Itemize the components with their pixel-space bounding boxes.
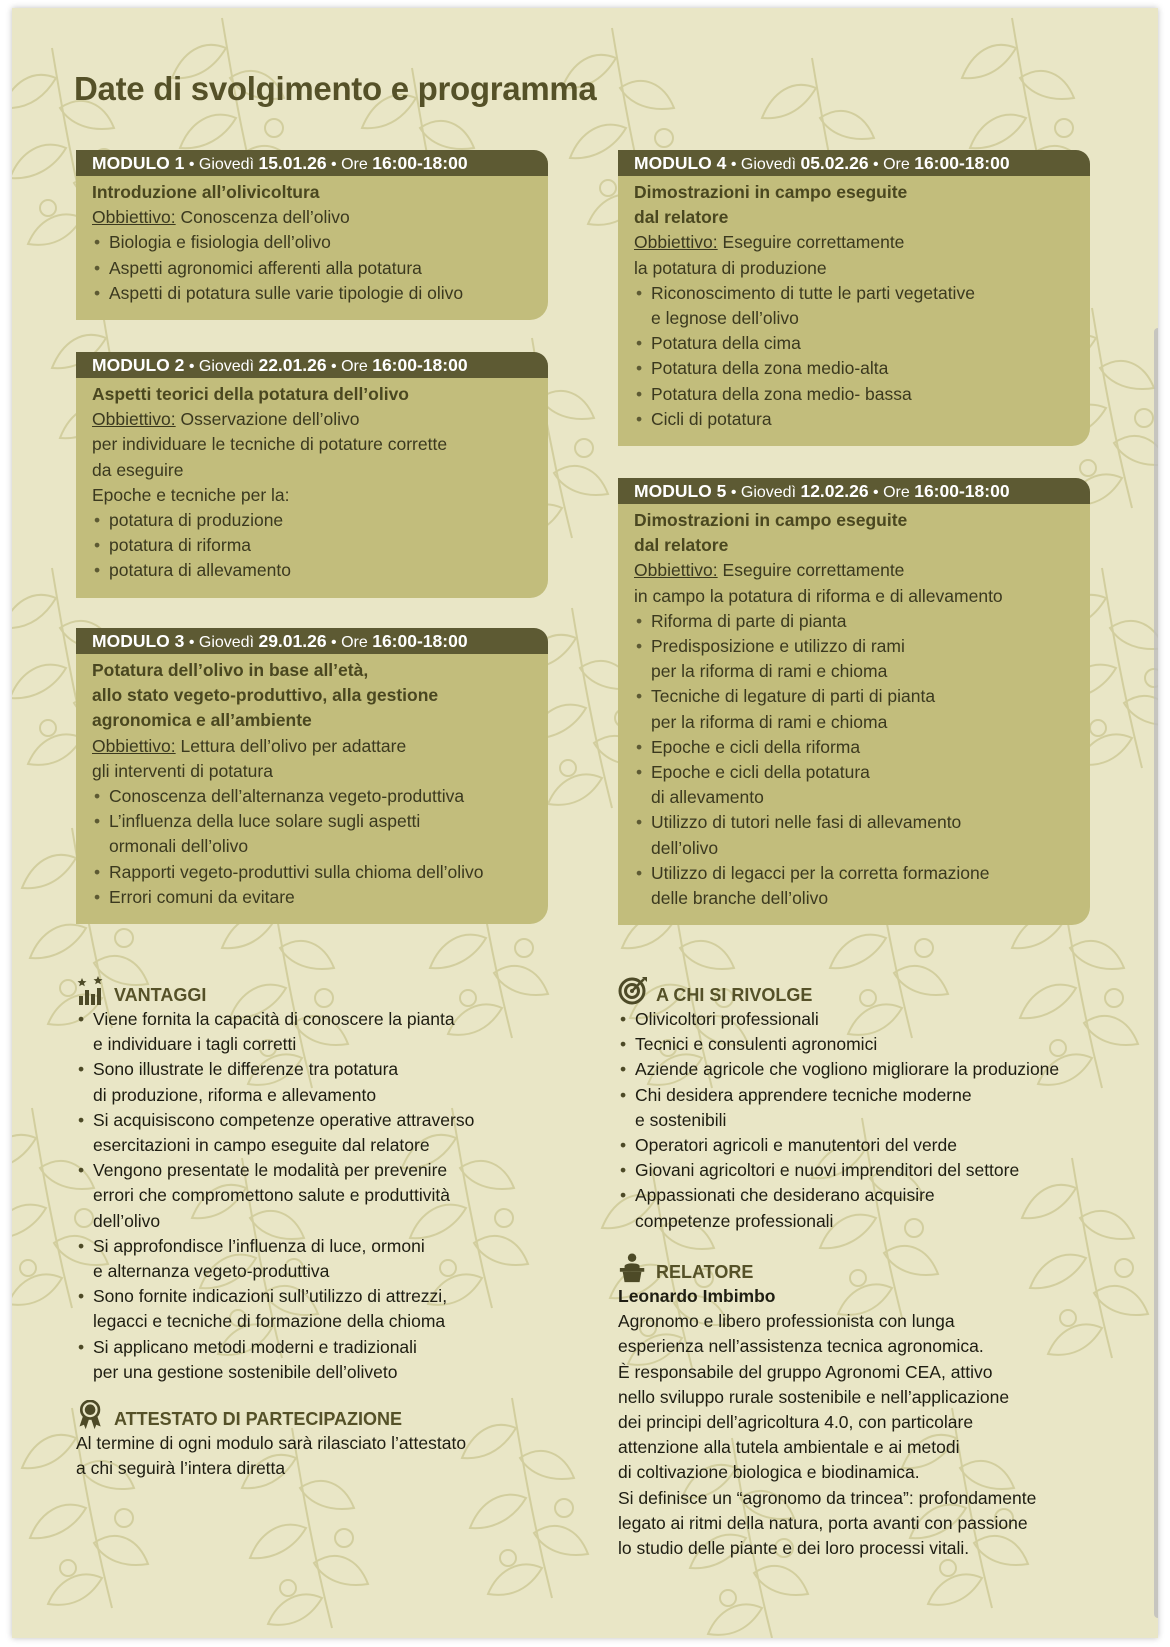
module-time-label: Ore: [341, 634, 368, 651]
list-item-line: • Sono illustrate le differenze tra potatura: [93, 1059, 399, 1080]
module-label: MODULO 5: [634, 481, 727, 501]
topic-item: [634, 684, 1076, 734]
topic-line: dell’olivo: [651, 837, 719, 858]
module-3-card: [76, 628, 548, 924]
module-date: 05.02.26: [800, 153, 869, 173]
topic-line: di allevamento: [651, 787, 764, 808]
topic-item: [92, 860, 534, 885]
module-objective: [634, 230, 1076, 255]
module-label: MODULO 1: [92, 153, 185, 173]
topic-item: [634, 735, 1076, 760]
module-day: Giovedì: [198, 156, 255, 173]
topic-line: • Epoche e cicli della riforma: [651, 736, 861, 757]
list-item-line: • Aziende agricole che vogliono migliorare la produzione: [635, 1059, 1060, 1080]
list-item-line: di produzione, riforma e allevamento: [93, 1084, 377, 1105]
list-item-line: dell’olivo: [93, 1210, 161, 1231]
module-header: MODULO 3 • Giovedì 29.01.26 • Ore 16:00-18:00: [76, 628, 548, 654]
objective-text: in campo la potatura di riforma e di allevamento: [634, 585, 1003, 606]
list-item: [618, 1032, 1118, 1057]
topic-item: [634, 810, 1076, 860]
chart-stars-icon: [76, 976, 106, 1006]
topic-item: [634, 331, 1076, 356]
module-body: [618, 504, 1090, 925]
objective-label: Obbiettivo:: [92, 409, 176, 430]
module-objective: [92, 734, 534, 759]
document-page: [12, 8, 1158, 1638]
topic-item: [634, 760, 1076, 810]
module-topics: [634, 609, 1076, 911]
objective-text: Eseguire correttamente: [717, 560, 905, 581]
topic-item: [92, 281, 534, 306]
module-day: Giovedì: [198, 358, 255, 375]
text-line: a chi seguirà l’intera diretta: [76, 1458, 286, 1479]
list-item-line: • Si acquisiscono competenze operative attraverso: [93, 1109, 475, 1130]
topic-line: • Biologia e fisiologia dell’olivo: [109, 232, 331, 253]
list-item-line: • Si approfondisce l’influenza di luce, ormoni: [93, 1235, 425, 1256]
topic-item: [634, 634, 1076, 684]
destinatari-title: A CHI SI RIVOLGE: [656, 985, 813, 1005]
module-title: agronomica e all’ambiente: [92, 710, 312, 731]
attestato-title: ATTESTATO DI PARTECIPAZIONE: [114, 1409, 402, 1429]
topic-line: per la riforma di rami e chioma: [651, 711, 888, 732]
text-line: lo studio delle piante e dei loro processi vitali.: [618, 1538, 970, 1559]
objective-text: Conoscenza dell’olivo: [175, 207, 350, 228]
attestato-text: [76, 1431, 566, 1481]
list-item-line: • Viene fornita la capacità di conoscere la pianta: [93, 1009, 455, 1029]
module-title: Potatura dell’olivo in base all’età,: [92, 660, 369, 680]
module-body: [618, 176, 1090, 446]
module-objective: [92, 432, 534, 457]
text-line: nello sviluppo rurale sostenibile e nell’applicazione: [618, 1386, 1010, 1407]
list-item: [76, 1158, 566, 1234]
module-title: dal relatore: [634, 207, 729, 228]
topic-item: [634, 407, 1076, 432]
module-label: MODULO 4: [634, 153, 727, 173]
speaker-icon: [618, 1253, 648, 1283]
text-line: dei principi dell’agricoltura 4.0, con particolare: [618, 1412, 974, 1433]
objective-text: Lettura dell’olivo per adattare: [175, 735, 407, 756]
list-item: [618, 1133, 1118, 1158]
objective-label: Obbiettivo:: [92, 207, 176, 228]
relatore-section: [618, 1253, 1118, 1561]
module-objective: [634, 584, 1076, 609]
module-date: 15.01.26: [258, 153, 327, 173]
module-2-card: [76, 352, 548, 598]
topic-line: e legnose dell’olivo: [651, 308, 799, 329]
page-title: Date di svolgimento e programma: [74, 70, 597, 107]
list-item: [618, 1057, 1118, 1082]
topic-line: per la riforma di rami e chioma: [651, 661, 888, 682]
module-5-card: [618, 478, 1090, 925]
topic-line: • Conoscenza dell’alternanza vegeto-produttiva: [109, 786, 465, 807]
list-item-line: • Operatori agricoli e manutentori del verde: [635, 1135, 957, 1156]
topic-line: • Rapporti vegeto-produttivi sulla chioma dell’olivo: [109, 861, 484, 882]
module-body: [76, 378, 548, 598]
relatore-bio: [618, 1309, 1118, 1561]
module-date: 22.01.26: [258, 355, 327, 375]
text-line: Si definisce un “agronomo da trincea”: profondamente: [618, 1487, 1037, 1508]
module-time-label: Ore: [883, 156, 910, 173]
list-item-line: errori che compromettono salute e produttività: [93, 1185, 450, 1206]
list-item-line: e sostenibili: [635, 1109, 727, 1130]
destinatari-section: [618, 976, 1118, 1234]
module-objective: [634, 256, 1076, 281]
topic-line: • Riforma di parte di pianta: [651, 610, 847, 631]
topic-line: • Utilizzo di tutori nelle fasi di allevamento: [651, 812, 962, 833]
list-item-line: legacci e tecniche di formazione della chioma: [93, 1311, 446, 1332]
module-objective: [92, 407, 534, 432]
module-topics: [92, 784, 534, 910]
objective-text: la potatura di produzione: [634, 257, 827, 278]
module-time: 16:00-18:00: [372, 355, 468, 375]
objective-text: per individuare le tecniche di potature corrette: [92, 434, 448, 455]
list-item: [618, 1158, 1118, 1183]
list-item: [618, 1007, 1118, 1032]
module-time: 16:00-18:00: [914, 153, 1010, 173]
topic-item: [92, 558, 534, 583]
objective-text: Eseguire correttamente: [717, 232, 905, 253]
topic-line: • potatura di riforma: [109, 535, 252, 556]
objective-text: gli interventi di potatura: [92, 760, 273, 781]
module-label: MODULO 2: [92, 355, 185, 375]
topic-line: • Epoche e cicli della potatura: [651, 762, 870, 783]
objective-text: da eseguire: [92, 459, 184, 480]
list-item: [618, 1183, 1118, 1233]
module-1-card: [76, 150, 548, 320]
topic-line: delle branche dell’olivo: [651, 888, 829, 909]
text-line: di coltivazione biologica e biodinamica.: [618, 1462, 920, 1483]
module-title: Introduzione all’olivicoltura: [92, 182, 320, 202]
list-item-line: • Giovani agricoltori e nuovi imprenditori del settore: [635, 1160, 1020, 1181]
objective-text: Osservazione dell’olivo: [175, 409, 360, 430]
topic-line: • Cicli di potatura: [651, 408, 772, 429]
list-item-line: • Olivicoltori professionali: [635, 1009, 819, 1029]
topic-item: [634, 356, 1076, 381]
topic-line: • Utilizzo di legacci per la corretta formazione: [651, 862, 990, 883]
objective-label: Obbiettivo:: [92, 735, 176, 756]
module-title: allo stato vegeto-produttivo, alla gestione: [92, 685, 439, 706]
list-item: [618, 1083, 1118, 1133]
module-day: Giovedì: [740, 156, 797, 173]
topic-item: [92, 809, 534, 859]
module-date: 12.02.26: [800, 481, 869, 501]
module-time: 16:00-18:00: [372, 153, 468, 173]
module-day: Giovedì: [740, 484, 797, 501]
module-body: [76, 176, 548, 320]
list-item: [76, 1284, 566, 1334]
topic-item: [92, 230, 534, 255]
module-header: MODULO 2 • Giovedì 22.01.26 • Ore 16:00-18:00: [76, 352, 548, 378]
topic-item: [634, 861, 1076, 911]
topic-line: • potatura di allevamento: [109, 560, 291, 581]
module-header: MODULO 4 • Giovedì 05.02.26 • Ore 16:00-18:00: [618, 150, 1090, 176]
topic-item: [92, 533, 534, 558]
objective-label: Obbiettivo:: [634, 560, 718, 581]
list-item-line: • Appassionati che desiderano acquisire: [635, 1185, 935, 1206]
list-item-line: • Sono fornite indicazioni sull’utilizzo di attrezzi,: [93, 1286, 448, 1307]
module-time-label: Ore: [341, 156, 368, 173]
relatore-name: Leonardo Imbimbo: [618, 1286, 776, 1306]
module-title: Dimostrazioni in campo eseguite: [634, 510, 908, 530]
topic-item: [92, 885, 534, 910]
topic-line: • Errori comuni da evitare: [109, 886, 295, 907]
text-line: Agronomo e libero professionista con lunga: [618, 1311, 955, 1332]
text-line: È responsabile del gruppo Agronomi CEA, attivo: [618, 1361, 993, 1382]
list-item-line: e individuare i tagli corretti: [93, 1034, 297, 1055]
topic-line: • Aspetti agronomici afferenti alla potatura: [109, 257, 422, 278]
module-label: MODULO 3: [92, 631, 185, 651]
list-item-line: • Vengono presentate le modalità per prevenire: [93, 1160, 448, 1181]
topic-line: • L’influenza della luce solare sugli aspetti: [109, 811, 421, 832]
list-item-line: • Tecnici e consulenti agronomici: [635, 1034, 878, 1055]
medal-icon: [76, 1400, 106, 1430]
module-header: MODULO 1 • Giovedì 15.01.26 • Ore 16:00-18:00: [76, 150, 548, 176]
topic-line: • Potatura della cima: [651, 333, 801, 354]
module-time-label: Ore: [883, 484, 910, 501]
vantaggi-title: VANTAGGI: [114, 985, 207, 1005]
module-note: Epoche e tecniche per la:: [92, 484, 290, 505]
list-item: [76, 1007, 566, 1057]
topic-line: • Riconoscimento di tutte le parti vegetative: [651, 282, 975, 303]
list-item: [76, 1108, 566, 1158]
vantaggi-section: [76, 976, 566, 1385]
topic-line: • Potatura della zona medio- bassa: [651, 383, 912, 404]
module-time: 16:00-18:00: [372, 631, 468, 651]
text-line: esperienza nell’assistenza tecnica agronomica.: [618, 1336, 984, 1357]
topic-line: • Predisposizione e utilizzo di rami: [651, 636, 905, 657]
list-item: [76, 1057, 566, 1107]
topic-item: [92, 784, 534, 809]
module-time-label: Ore: [341, 358, 368, 375]
topic-line: • potatura di produzione: [109, 510, 284, 531]
topic-item: [92, 256, 534, 281]
scrollbar[interactable]: [1154, 328, 1158, 1618]
attestato-section: [76, 1400, 566, 1481]
module-objective: [92, 759, 534, 784]
list-item-line: • Si applicano metodi moderni e tradizionali: [93, 1336, 417, 1357]
list-item-line: • Chi desidera apprendere tecniche moderne: [635, 1084, 972, 1105]
module-objective: [92, 458, 534, 483]
text-line: attenzione alla tutela ambientale e ai metodi: [618, 1437, 960, 1458]
module-time: 16:00-18:00: [914, 481, 1010, 501]
list-item-line: per una gestione sostenibile dell’oliveto: [93, 1361, 398, 1382]
list-item-line: competenze professionali: [635, 1210, 834, 1231]
text-line: legato ai ritmi della natura, porta avanti con passione: [618, 1512, 1028, 1533]
module-topics: [634, 281, 1076, 432]
list-item-line: esercitazioni in campo eseguite dal relatore: [93, 1135, 430, 1156]
topic-item: [634, 382, 1076, 407]
topic-line: • Aspetti di potatura sulle varie tipologie di olivo: [109, 282, 464, 303]
module-header: MODULO 5 • Giovedì 12.02.26 • Ore 16:00-18:00: [618, 478, 1090, 504]
topic-item: [634, 609, 1076, 634]
module-day: Giovedì: [198, 634, 255, 651]
text-line: Al termine di ogni modulo sarà rilasciato l’attestato: [76, 1433, 467, 1453]
list-item: [76, 1335, 566, 1385]
module-objective: [634, 558, 1076, 583]
list-item-line: e alternanza vegeto-produttiva: [93, 1261, 330, 1282]
target-icon: [618, 976, 648, 1006]
module-4-card: [618, 150, 1090, 446]
relatore-title: RELATORE: [656, 1262, 754, 1282]
topic-line: • Potatura della zona medio-alta: [651, 358, 889, 379]
topic-line: • Tecniche di legature di parti di pianta: [651, 686, 936, 707]
topic-item: [634, 281, 1076, 331]
topic-item: [92, 508, 534, 533]
destinatari-list: [618, 1007, 1118, 1234]
module-title: Aspetti teorici della potatura dell’olivo: [92, 384, 409, 404]
module-title: Dimostrazioni in campo eseguite: [634, 182, 908, 202]
vantaggi-list: [76, 1007, 566, 1385]
module-topics: [92, 230, 534, 306]
list-item: [76, 1234, 566, 1284]
module-objective: [92, 205, 534, 230]
module-topics: [92, 508, 534, 584]
objective-label: Obbiettivo:: [634, 232, 718, 253]
module-date: 29.01.26: [258, 631, 327, 651]
module-body: [76, 654, 548, 924]
module-title: dal relatore: [634, 535, 729, 556]
topic-line: ormonali dell’olivo: [109, 836, 249, 857]
